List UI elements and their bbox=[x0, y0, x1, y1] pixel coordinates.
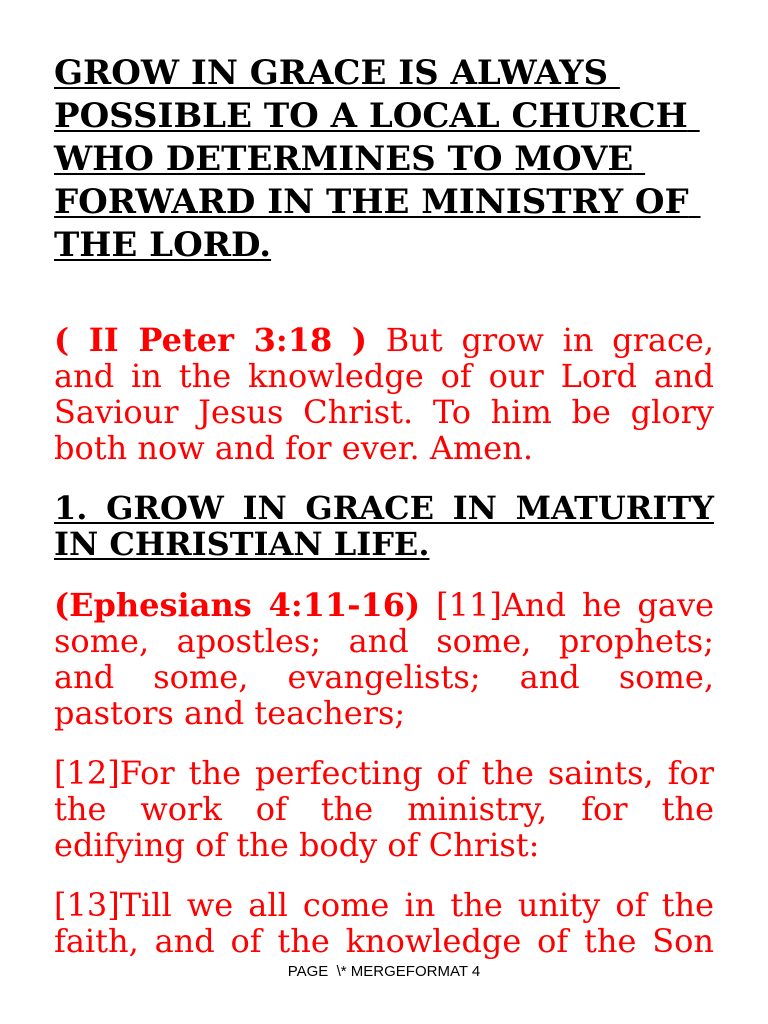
text-line: and in the knowledge of our Lord and bbox=[54, 357, 714, 395]
verse-paragraph-12 bbox=[54, 755, 714, 863]
heading-line: 1. GROW IN GRACE IN MATURITY bbox=[54, 489, 714, 527]
text-line: both now and for ever. Amen. bbox=[54, 429, 533, 467]
text-line: [12]For the perfecting of the saints, for bbox=[54, 754, 714, 792]
text-line: edifying of the body of Christ: bbox=[54, 826, 540, 864]
key-verse-text: But grow in grace, bbox=[385, 321, 715, 359]
text-line: and some, evangelists; and some, bbox=[54, 658, 714, 696]
key-verse-paragraph bbox=[54, 322, 714, 466]
document-title bbox=[54, 52, 714, 267]
text-line: pastors and teachers; bbox=[54, 694, 406, 732]
text-line bbox=[54, 322, 714, 358]
page-footer-field: PAGE \* MERGEFORMAT 4 bbox=[287, 963, 481, 980]
section-heading bbox=[54, 490, 714, 562]
key-verse-reference: ( II Peter 3:18 ) bbox=[54, 321, 368, 359]
title-line: POSSIBLE TO A LOCAL CHURCH bbox=[54, 96, 688, 136]
passage-reference: (Ephesians 4:11-16) bbox=[54, 586, 421, 624]
title-line: GROW IN GRACE IS ALWAYS bbox=[54, 53, 609, 93]
title-line: WHO DETERMINES TO MOVE bbox=[54, 139, 634, 179]
verse-paragraph-13 bbox=[54, 887, 714, 959]
text-line bbox=[54, 587, 714, 623]
text-line: Saviour Jesus Christ. To him be glory bbox=[54, 393, 714, 431]
text-line: [13]Till we all come in the unity of the bbox=[54, 886, 714, 924]
title-line: THE LORD. bbox=[54, 225, 272, 265]
text-line: faith, and of the knowledge of the Son bbox=[54, 922, 714, 960]
verse-paragraph-11 bbox=[54, 587, 714, 731]
text-line: the work of the ministry, for the bbox=[54, 790, 714, 828]
verse-text: [11]And he gave bbox=[436, 586, 715, 624]
title-line: FORWARD IN THE MINISTRY OF bbox=[54, 182, 689, 222]
text-line: some, apostles; and some, prophets; bbox=[54, 622, 714, 660]
heading-line: IN CHRISTIAN LIFE. bbox=[54, 525, 430, 563]
